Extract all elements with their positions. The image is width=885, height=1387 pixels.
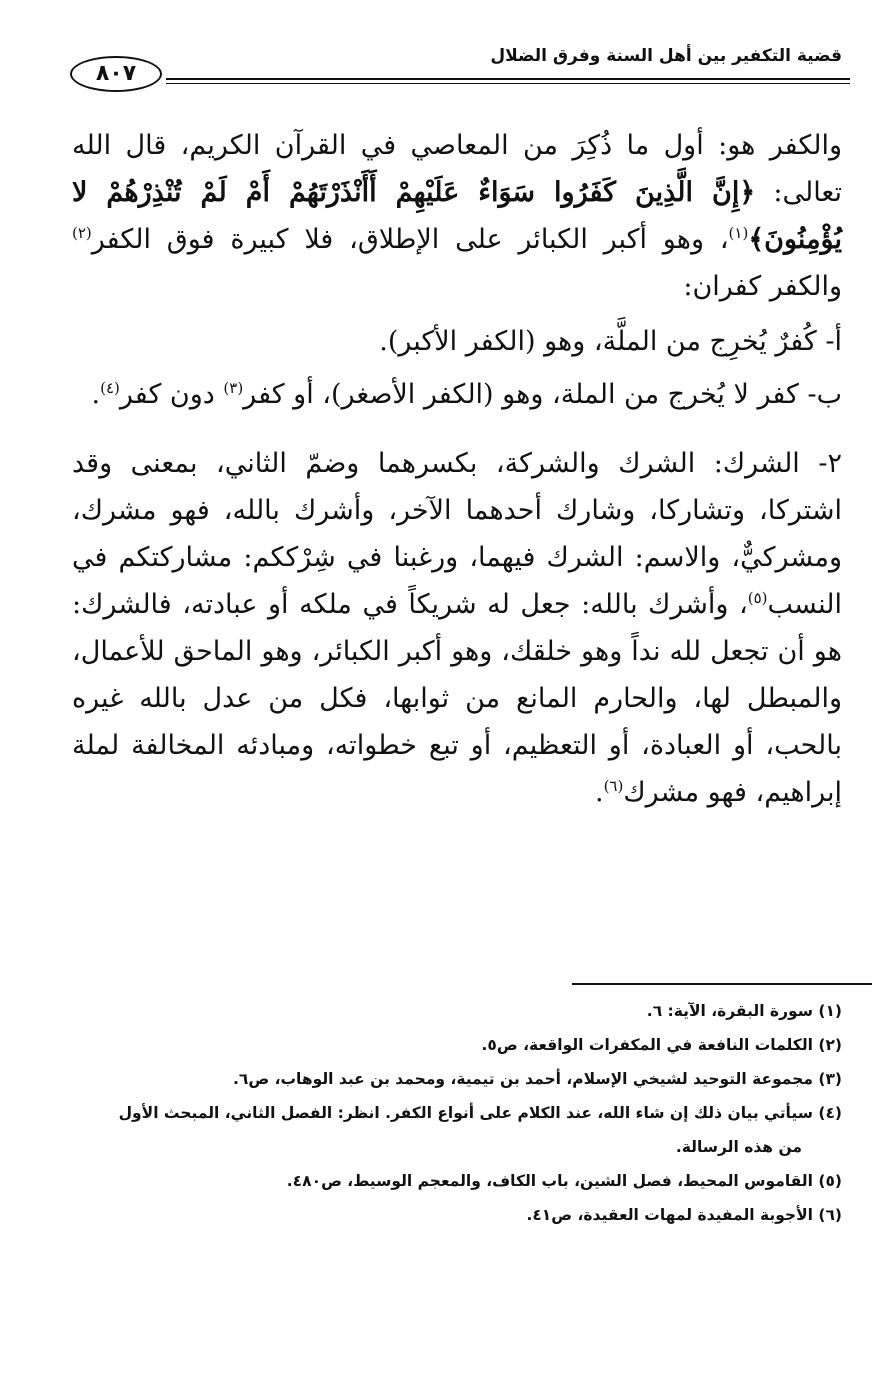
list-item: أ- كُفرٌ يُخرِج من الملَّة، وهو (الكفر الأكبر).: [379, 326, 842, 357]
text-span: دون كفر: [119, 379, 215, 410]
footnote-ref[interactable]: (٦): [603, 777, 624, 795]
list-item: [72, 371, 842, 418]
header-rule-thin: [166, 83, 850, 84]
text-span: ،: [719, 224, 729, 255]
running-title: قضية التكفير بين أهل السنة وفرق الضلال: [490, 46, 842, 66]
footnote-continuation: من هذه الرسالة.: [675, 1138, 802, 1156]
text-span: وهو أكبر الكبائر على الإطلاق، فلا كبيرة فوق الكفر: [91, 224, 705, 255]
footnotes: [72, 994, 842, 1232]
footnote: (٣) مجموعة التوحيد لشيخي الإسلام، أحمد بن تيمية، ومحمد بن عبد الوهاب، ص٦.: [232, 1070, 842, 1088]
quran-verse: ﴿إِنَّ الَّذِينَ كَفَرُوا سَوَاءٌ عَلَيْهِمْ أَأَنْذَرْتَهُمْ أَمْ لَمْ تُنْذِرْهُمْ لا يُؤْمِنُونَ﴾: [72, 177, 842, 255]
text-span: .: [91, 379, 101, 410]
footnote-ref[interactable]: (١): [728, 224, 749, 242]
header-rule: [166, 78, 850, 80]
footnote-ref[interactable]: (٣): [223, 379, 244, 397]
page-number: ٨٠٧: [70, 56, 162, 92]
footnote: (١) سورة البقرة، الآية: ٦.: [646, 1002, 842, 1020]
footnote-ref[interactable]: (٤): [100, 379, 120, 397]
footnote: (٢) الكلمات النافعة في المكفرات الواقعة، ص٥.: [481, 1036, 842, 1054]
footnote: (٤) سيأتي بيان ذلك إن شاء الله، عند الكلام على أنواع الكفر. انظر: الفصل الثاني، المبحث الأول: [118, 1104, 842, 1122]
footnote: (٦) الأجوبة المفيدة لمهات العقيدة، ص٤١.: [526, 1206, 842, 1224]
text-span: .: [594, 777, 604, 808]
paragraph-kufr: [72, 122, 842, 310]
footnote-ref[interactable]: (٢): [72, 224, 92, 242]
footnote-ref[interactable]: (٥): [747, 589, 768, 607]
text-span: والكفر كفران:: [683, 271, 842, 302]
paragraph-shirk: [72, 440, 842, 816]
main-text: [72, 122, 842, 816]
text-span: ٢- الشرك: الشرك والشركة، بكسرهما وضمّ الثاني، بمعنى وقد اشتركا، وتشاركا، وشارك أحدهما الآخر، وأشرك بالله، فهو مشرك، ومشركيٌّ، والاسم: الشرك فيهما، ورغبنا في شِرْككم: مشاركتكم في النسب: [72, 448, 842, 620]
text-span: ، وأشرك بالله: جعل له شريكاً في ملكه أو عبادته، فالشرك: هو أن تجعل لله نداً وهو خلقك، وهو أكبر الكبائر، وهو الماحق للأعمال، والمبطل لها، والحارم المانع من ثوابها، فكل من عدل بالله غيره بالحب، أو العبادة، أو التعظيم، أو تبع خطواته، ومبادئه المخالفة لملة إبراهيم، فهو مشرك: [72, 589, 842, 808]
page-header: [70, 42, 850, 92]
text-span: والكفر هو: أول ما ذُكِرَ من المعاصي في القرآن الكريم، قال الله تعالى:: [72, 130, 842, 208]
text-span: ب- كفر لا يُخرج من الملة، وهو (الكفر الأصغر)، أو كفر: [243, 379, 842, 410]
footnote: (٥) القاموس المحيط، فصل الشين، باب الكاف، والمعجم الوسيط، ص٤٨٠.: [286, 1172, 842, 1190]
footnote-divider: [572, 983, 872, 985]
